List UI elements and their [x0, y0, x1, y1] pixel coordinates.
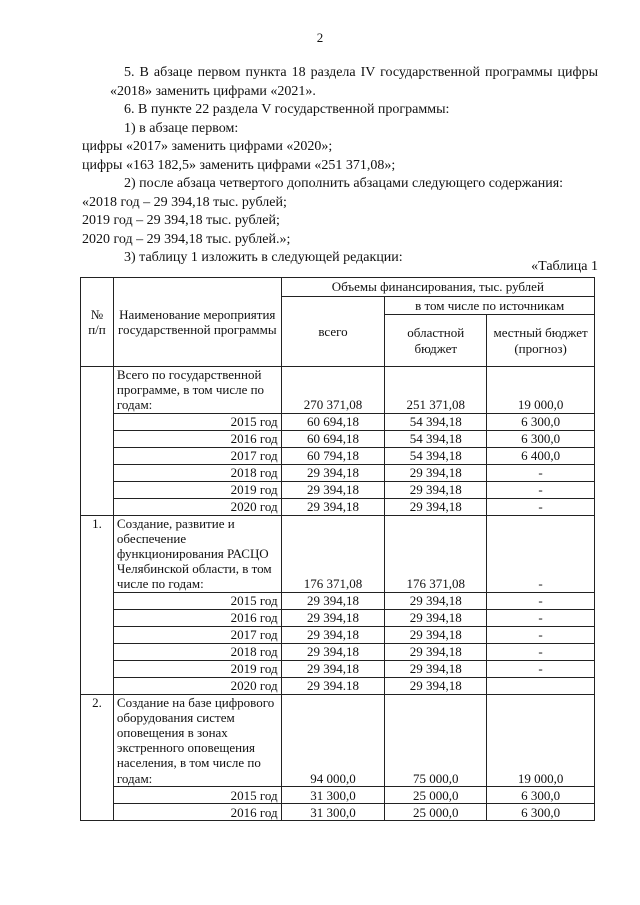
table-year-row — [81, 464, 595, 481]
year-total: 29 394.18 — [281, 677, 385, 694]
header-name: Наименование мероприятия государственной программы — [113, 278, 281, 367]
year-total: 60 694,18 — [281, 430, 385, 447]
row-number: 1. — [81, 515, 114, 694]
year-local: 6 300,0 — [487, 430, 595, 447]
table-group-row — [81, 367, 595, 414]
paragraph: 1) в абзаце первом: — [124, 120, 239, 136]
year-local: - — [487, 643, 595, 660]
year-local: - — [487, 498, 595, 515]
paragraph: 5. В абзаце первом пункта 18 раздела IV государственной программы цифры «2018» заменить цифрами «2021». — [110, 65, 598, 99]
year-local: 6 300,0 — [487, 413, 595, 430]
year-label: 2018 год — [113, 643, 281, 660]
year-regional: 29 394,18 — [385, 643, 487, 660]
table-year-row — [81, 498, 595, 515]
year-local: - — [487, 626, 595, 643]
year-label: 2017 год — [113, 447, 281, 464]
year-regional: 29 394,18 — [385, 481, 487, 498]
row-number: 2. — [81, 694, 114, 820]
year-regional: 29 394,18 — [385, 498, 487, 515]
financing-table — [80, 277, 595, 821]
year-local: 6 300,0 — [487, 803, 595, 820]
year-regional: 29 394,18 — [385, 677, 487, 694]
paragraph: цифры «2017» заменить цифрами «2020»; — [82, 139, 333, 154]
document-body — [82, 64, 598, 268]
row-name: Создание на базе цифрового оборудования систем оповещения в зонах экстренного оповещения населения, в том числе по годам: — [113, 694, 281, 786]
row-regional: 75 000,0 — [385, 694, 487, 786]
year-regional: 29 394,18 — [385, 660, 487, 677]
year-total: 29 394,18 — [281, 592, 385, 609]
year-label: 2017 год — [113, 626, 281, 643]
year-label: 2016 год — [113, 803, 281, 820]
year-regional: 54 394,18 — [385, 447, 487, 464]
year-total: 60 794,18 — [281, 447, 385, 464]
year-local — [487, 677, 595, 694]
year-local: - — [487, 660, 595, 677]
year-regional: 25 000,0 — [385, 803, 487, 820]
table-year-row — [81, 626, 595, 643]
year-local: - — [487, 464, 595, 481]
paragraph: 2020 год – 29 394,18 тыс. рублей.»; — [82, 231, 291, 247]
page-number: 2 — [316, 30, 324, 45]
row-regional: 251 371,08 — [385, 367, 487, 414]
table-group-row — [81, 694, 595, 786]
row-local: 19 000,0 — [487, 694, 595, 786]
row-local: 19 000,0 — [487, 367, 595, 414]
year-label: 2020 год — [113, 677, 281, 694]
year-local: 6 300,0 — [487, 786, 595, 803]
year-label: 2016 год — [113, 430, 281, 447]
table-year-row — [81, 786, 595, 803]
header-local: местный бюджет (прогноз) — [487, 315, 595, 367]
year-regional: 29 394,18 — [385, 609, 487, 626]
year-local: - — [487, 481, 595, 498]
year-regional: 29 394,18 — [385, 592, 487, 609]
year-label: 2019 год — [113, 660, 281, 677]
row-regional: 176 371,08 — [385, 515, 487, 592]
table-year-row — [81, 643, 595, 660]
year-total: 29 394,18 — [281, 498, 385, 515]
year-label: 2020 год — [113, 498, 281, 515]
row-total: 94 000,0 — [281, 694, 385, 786]
table-year-row — [81, 430, 595, 447]
table-year-row — [81, 413, 595, 430]
year-regional: 54 394,18 — [385, 413, 487, 430]
table-year-row — [81, 609, 595, 626]
table-year-row — [81, 481, 595, 498]
year-label: 2019 год — [113, 481, 281, 498]
year-local: - — [487, 609, 595, 626]
table-body — [81, 367, 595, 821]
year-total: 29 394,18 — [281, 660, 385, 677]
header-total: всего — [281, 297, 385, 367]
paragraph: 6. В пункте 22 раздела V государственной программы: — [124, 102, 450, 117]
year-label: 2015 год — [113, 786, 281, 803]
year-total: 31 300,0 — [281, 786, 385, 803]
year-total: 31 300,0 — [281, 803, 385, 820]
row-local: - — [487, 515, 595, 592]
year-total: 29 394,18 — [281, 481, 385, 498]
header-regional: областной бюджет — [385, 315, 487, 367]
row-total: 270 371,08 — [281, 367, 385, 414]
year-total: 29 394,18 — [281, 643, 385, 660]
year-total: 29 394,18 — [281, 609, 385, 626]
year-label: 2018 год — [113, 464, 281, 481]
year-label: 2015 год — [113, 592, 281, 609]
paragraph: 2019 год – 29 394,18 тыс. рублей; — [82, 213, 280, 228]
year-local: - — [487, 592, 595, 609]
header-by-source: в том числе по источникам — [385, 297, 595, 315]
header-funding: Объемы финансирования, тыс. рублей — [281, 278, 594, 297]
table-year-row — [81, 592, 595, 609]
year-regional: 54 394,18 — [385, 430, 487, 447]
paragraph: 2) после абзаца четвертого дополнить абзацами следующего содержания: — [124, 176, 564, 191]
year-regional: 29 394,18 — [385, 626, 487, 643]
year-regional: 29 394,18 — [385, 464, 487, 481]
paragraph: «2018 год – 29 394,18 тыс. рублей; — [82, 194, 287, 210]
table-year-row — [81, 447, 595, 464]
table-caption: «Таблица 1 — [531, 259, 598, 274]
year-label: 2015 год — [113, 413, 281, 430]
row-number — [81, 367, 114, 516]
table-year-row — [81, 677, 595, 694]
row-name: Всего по государственной программе, в том числе по годам: — [113, 367, 281, 414]
row-total: 176 371,08 — [281, 515, 385, 592]
header-no: № п/п — [81, 278, 114, 367]
table-group-row — [81, 515, 595, 592]
year-label: 2016 год — [113, 609, 281, 626]
year-total: 29 394,18 — [281, 626, 385, 643]
year-total: 60 694,18 — [281, 413, 385, 430]
year-total: 29 394,18 — [281, 464, 385, 481]
table-year-row — [81, 803, 595, 820]
table-year-row — [81, 660, 595, 677]
row-name: Создание, развитие и обеспечение функционирования РАСЦО Челябинской области, в том числе по годам: — [113, 515, 281, 592]
year-regional: 25 000,0 — [385, 786, 487, 803]
year-local: 6 400,0 — [487, 447, 595, 464]
paragraph: цифры «163 182,5» заменить цифрами «251 371,08»; — [82, 157, 396, 173]
paragraph: 3) таблицу 1 изложить в следующей редакции: — [124, 250, 403, 265]
